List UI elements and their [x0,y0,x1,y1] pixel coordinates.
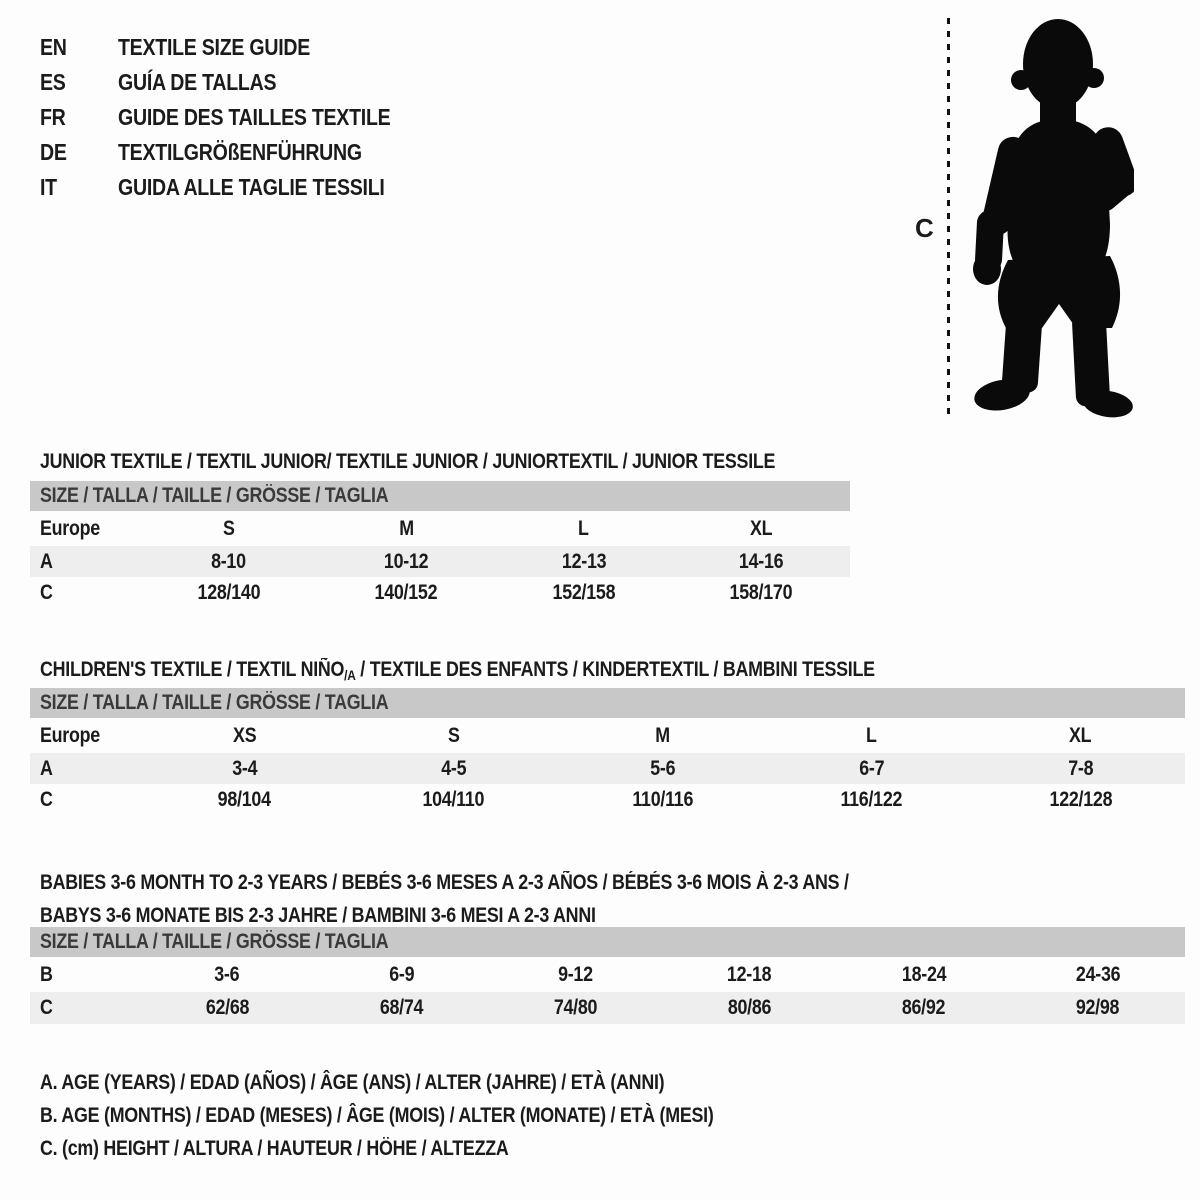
size-value-cell: S [447,723,460,747]
height-value-cell: 92/98 [1076,996,1120,1019]
age-months-cell: 12-18 [727,962,772,986]
language-title: GUIDE DES TAILLES TEXTILE [118,104,391,130]
row-label: A [40,756,53,780]
height-value-cell: 104/110 [422,788,485,811]
legend-line-b: B. AGE (MONTHS) / EDAD (MESES) / ÂGE (MOIS) / ALTER (MONATE) / ETÀ (MESI) [40,1104,714,1127]
age-value-cell: 6-7 [858,756,885,780]
size-value-cell: L [578,516,590,540]
junior-size-table [30,481,850,609]
row-label: C [40,581,53,604]
row-label: Europe [40,516,100,540]
table-row [30,992,1185,1024]
language-row-en [40,30,439,65]
size-value-cell: L [866,723,877,747]
size-header-label: SIZE / TALLA / TAILLE / GRÖSSE / TAGLIA [40,930,389,953]
height-value-cell: 152/158 [552,581,616,604]
age-months-cell: 18-24 [901,962,946,986]
babies-title-line1: BABIES 3-6 MONTH TO 2-3 YEARS / BEBÉS 3-6 MESES A 2-3 AÑOS / BÉBÉS 3-6 MOIS À 2-3 ANS / [40,871,849,895]
language-code: EN [40,34,67,60]
size-value-cell: XL [1069,723,1092,747]
baby-silhouette-icon [962,14,1134,418]
height-measure-label: C [915,213,934,243]
height-value-cell: 68/74 [379,996,423,1019]
row-label: Europe [40,723,100,747]
size-value-cell: S [222,516,235,540]
babies-title-line2: BABYS 3-6 MONATE BIS 2-3 JAHRE / BAMBINI 3-6 MESI A 2-3 ANNI [40,904,596,928]
row-label: C [40,788,53,811]
babies-section-title [40,866,991,932]
language-title: TEXTILGRÖßENFÜHRUNG [118,139,362,165]
height-value-cell: 74/80 [553,996,598,1019]
height-value-cell: 158/170 [729,581,793,604]
row-label: A [40,549,53,573]
row-label: C [40,996,53,1019]
age-value-cell: 8-10 [211,549,247,573]
table-row [30,718,1185,753]
height-value-cell: 62/68 [205,996,249,1019]
size-header-row [30,481,850,511]
age-value-cell: 12-13 [561,549,606,573]
size-value-cell: XL [750,516,773,540]
language-row-it [40,170,439,205]
size-header-label: SIZE / TALLA / TAILLE / GRÖSSE / TAGLIA [40,484,389,507]
language-row-de [40,135,439,170]
age-value-cell: 7-8 [1067,756,1094,780]
table-row [30,546,850,577]
age-value-cell: 10-12 [384,549,429,573]
age-months-cell: 3-6 [214,962,240,986]
age-value-cell: 14-16 [739,549,784,573]
table-row [30,784,1185,816]
children-section-title: CHILDREN'S TEXTILE / TEXTIL NIÑO/A / TEXTILE DES ENFANTS / KINDERTEXTIL / BAMBINI TESSILE [40,658,875,684]
language-code: DE [40,139,67,165]
height-value-cell: 98/104 [217,788,272,811]
age-value-cell: 4-5 [440,756,467,780]
nino-a-subscript: /A [344,667,356,684]
height-value-cell: 128/140 [197,581,261,604]
babies-size-table [30,927,1185,1024]
age-months-cell: 6-9 [388,962,414,986]
language-list [40,30,439,205]
height-measure-dashed-line [947,18,950,416]
language-row-es [40,65,439,100]
language-code: ES [40,69,66,95]
size-value-cell: XS [232,723,257,747]
height-value-cell: 110/116 [632,788,693,811]
table-row [30,753,1185,784]
language-code: IT [40,174,57,200]
age-months-cell: 24-36 [1075,962,1121,986]
table-row [30,511,850,546]
age-value-cell: 3-4 [231,756,258,780]
height-value-cell: 116/122 [840,788,903,811]
legend-line-c: C. (cm) HEIGHT / ALTURA / HAUTEUR / HÖHE / ALTEZZA [40,1137,509,1160]
language-title: GUIDA ALLE TAGLIE TESSILI [118,174,385,200]
junior-section-title: JUNIOR TEXTILE / TEXTIL JUNIOR/ TEXTILE JUNIOR / JUNIORTEXTIL / JUNIOR TESSILE [40,450,776,474]
measurement-legend [40,1066,832,1165]
size-value-cell: M [398,516,414,540]
children-size-table [30,688,1185,816]
height-value-cell: 122/128 [1049,788,1112,811]
size-header-label: SIZE / TALLA / TAILLE / GRÖSSE / TAGLIA [40,691,389,714]
size-header-row [30,927,1185,957]
legend-line-a: A. AGE (YEARS) / EDAD (AÑOS) / ÂGE (ANS) / ALTER (JAHRE) / ETÀ (ANNI) [40,1071,665,1094]
age-months-cell: 9-12 [558,962,593,986]
size-header-row [30,688,1185,718]
language-title: GUÍA DE TALLAS [118,69,277,95]
table-row [30,577,850,609]
age-value-cell: 5-6 [649,756,676,780]
language-row-fr [40,100,439,135]
height-value-cell: 86/92 [902,996,946,1019]
language-code: FR [40,104,66,130]
language-title: TEXTILE SIZE GUIDE [118,34,311,60]
table-row [30,957,1185,992]
size-value-cell: M [655,723,670,747]
row-label: B [40,962,53,986]
height-value-cell: 80/86 [727,996,772,1019]
height-value-cell: 140/152 [374,581,438,604]
